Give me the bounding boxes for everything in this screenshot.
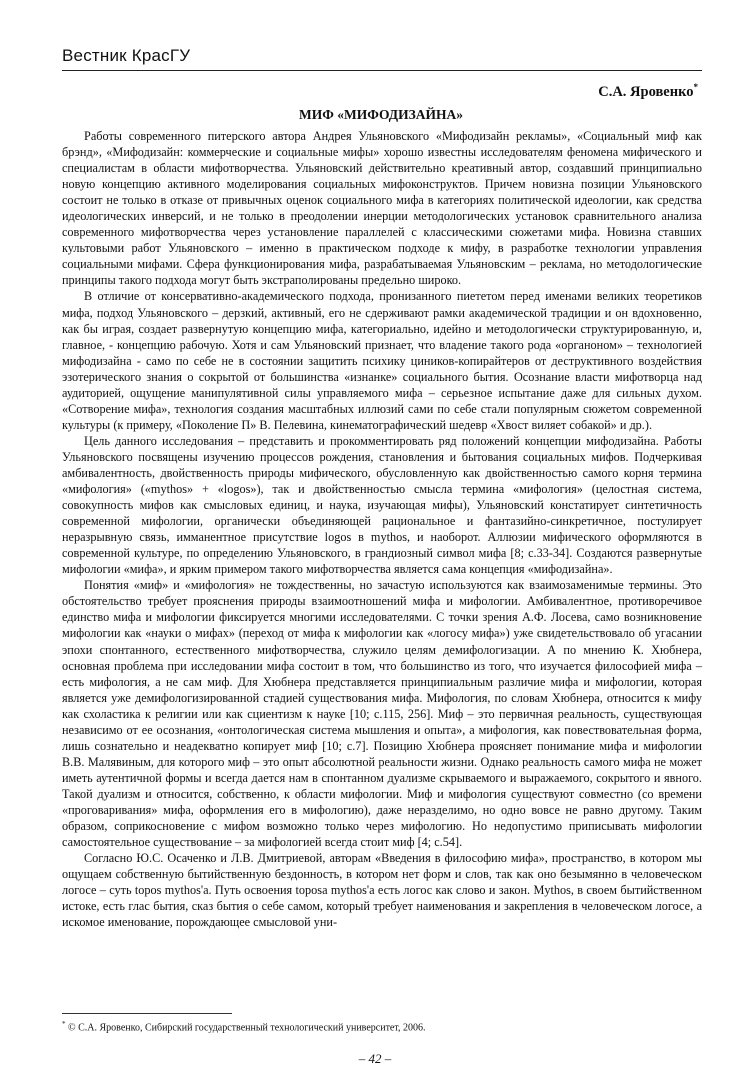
footnote-mark: * — [62, 1020, 66, 1028]
paragraph: Работы современного питерского автора Андрея Ульяновского «Мифодизайн рекламы», «Социальный миф как брэнд», «Мифодизайн: коммерческие и социальные мифы» хорошо известны исследователям феномена мифического и специалистам в области мифотворчества. Ульяновский действительно креативный автор, создавший принципиально новую концепцию активного моделирования социальных мифоконструктов. Причем новизна позиции Ульяновского состоит не только в отказе от привычных оценок социального мифа в категориях политической идеологии, как средства идеологических инверсий, и не только в преодолении инерции методологических установок сравнительного анализа современного мифотворчества через установление параллелей с классическими сюжетами мифа. Новизна ставших культовыми работ Ульяновского – именно в практическом подходе к мифу, в разработке технологии управления социальными мифами. Сфера функционирования мифа, разрабатываемая Ульяновским – реклама, но методологические принципы такого подхода могут быть экстраполированы предельно широко. — [62, 129, 702, 288]
footnote-rule — [62, 1013, 232, 1014]
paragraph: Понятия «миф» и «мифология» не тождественны, но зачастую используются как взаимозаменимые термины. Это обстоятельство требует прояснения природы взаимоотношений мифа и мифологии. Амбивалентное, противоречивое единство мифа и мифологии фиксируется многими исследователями. С точки зрения А.Ф. Лосева, само возникновение мифологии как «науки о мифах» (переход от мифа к мифологии как «логосу мифа») уже свидетельствовало об угасании эпохи спонтанного, естественного мифотворчества, служило целям демифологизации. А по мнению К. Хюбнера, основная проблема при исследовании мифа состоит в том, что большинство из того, что изучается философией мифа – есть мифология, а не сам миф. Для Хюбнера представляется принципиальным различие мифа и мифологии, которая является уже демифологизированной стадией существования мифа. Мифология, по словам Хюбнера, относится к мифу как схоластика к религии или как сциентизм к науке [10; с.115, 256]. Миф – это первичная реальность, существующая независимо от ее осознания, «онтологическая система мышления и опыта», а мифология, как повествовательная форма, лишь сознательно и неадекватно копирует миф [10; с.7]. Позицию Хюбнера проясняет понимание мифа и мифологии В.В. Малявиным, для которого миф – это опыт абсолютной реальности жизни. Однако реальность самого мифа не может иметь аутентичной формы и всегда дается нам в спонтанном дуализме скрываемого и выражаемого, сокрытого и явного. Такой дуализм и относится, собственно, к области мифологии. Миф и мифология существуют совместно (со времени «проговаривания» мифа, оформления его в мифологию), даже неразделимо, но одно вовсе не равно другому. Таким образом, соприкосновение с мифом возможно только через мифологию. Но недопустимо приписывать мифологии самостоятельное существование – за мифологией всегда стоит миф [4; с.54]. — [62, 578, 702, 850]
running-header — [62, 46, 700, 71]
paragraph: Цель данного исследования – представить и прокомментировать ряд положений концепции мифодизайна. Работы Ульяновского посвящены изучению процессов рождения, становления и бытования социальных мифов. Подчеркивая амбивалентность, двойственность природы мифического, обусловленную как двойственностью самого корня термина «мифология» («mythos» + «logos»), так и двойственностью смысла термина «мифология» (целостная система, совокупность мифов как смысловых единиц, и наука, изучающая мифы), Ульяновский констатирует синтетичность современной мифологии, органически объединяющей рациональное и фантазийно-синкретичное, постулирует неразрывную связь, имманентное присутствие logos в mythos, и наоборот. Аллюзии мифического оформляются в современной культуре, по определению Ульяновского, в грандиозный символ мифа [8; с.33-34]. Создаются развернутые мифологии «мифа», и ярким примером такого мифотворчества является сама концепция «мифодизайна». — [62, 433, 702, 577]
header-rule — [62, 70, 702, 71]
author-text: С.А. Яровенко — [598, 83, 694, 100]
footnote-text: © С.А. Яровенко, Сибирский государственный технологический университет, 2006. — [68, 1022, 426, 1034]
page-number: – 42 – — [358, 1051, 392, 1066]
journal-name: Вестник КрасГУ — [62, 46, 191, 65]
author-footnote-mark: * — [693, 82, 698, 92]
article-title: МИФ «МИФОДИЗАЙНА» — [299, 107, 463, 122]
paragraph: Согласно Ю.С. Осаченко и Л.В. Дмитриевой, авторам «Введения в философию мифа», пространство, в котором мы ощущаем собственную бытийственную бездонность, в котором нет форм и слов, так как оно безымянно в человеческом логосе – суть topos mythos'a. Путь освоения toposa mythos'a есть логос как слово и закон. Mythos, в своем бытийственном истоке, есть глас бытия, сказ бытия о себе самом, который требует наименования и закрепления в человеческом логосе, а искомое именование, порождающее смысловой уни- — [62, 851, 702, 930]
article-body — [62, 128, 702, 930]
author-name — [598, 82, 698, 101]
footnote — [62, 1020, 702, 1033]
paragraph: В отличие от консервативно-академического подхода, пронизанного пиететом перед именами великих теоретиков мифа, подход Ульяновского – дерзкий, активный, его не сдерживают рамки академической традиции и он вдохновенно, как бы играя, создает развернутую концепцию мифа, категориально, идейно и методологически структурированную, и, главное, - концепцию рабочую. Хотя и сам Ульяновский признает, что владение такого рода «органоном» – технологией мифодизайна - само по себе не в состоянии защитить психику циников-копирайтеров от деструктивного воздействия эзотерического знания о сокрытой от большинства «изнанке» социального бытия. Осознание власти мифотворца над аудиторией, ощущение манипулятивной силы управляемого мифа – серьезное испытание даже для сильных духом. «Сотворение мифа», технология создания масштабных иллюзий сами по себе стали популярным сюжетом современной культуры (к примеру, «Поколение П» В. Пелевина, кинематографический шедевр «Хвост виляет собакой» и др.). — [62, 289, 702, 432]
